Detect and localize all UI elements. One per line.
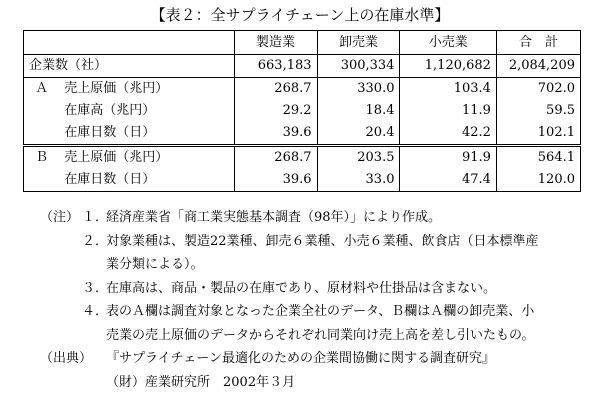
table-cell: 20.4 [317,122,400,145]
note-spacer [40,277,82,301]
table-cell: 330.0 [317,78,400,101]
note-number: ３． [82,280,109,296]
row-label: 売上原価（兆円） [59,78,234,101]
table-cell: 120.0 [496,169,580,192]
notes-section [40,206,590,394]
table-cell: 663,183 [234,55,317,78]
table-cell: 39.6 [234,169,317,192]
group-b-label: Ｂ [24,147,60,192]
table-cell: 103.4 [400,78,496,101]
source-item [40,347,590,371]
table-cell: 203.5 [317,147,400,170]
source-publisher: （財）産業研究所 2002年３月 [106,374,296,390]
table-cell: 59.5 [496,100,580,122]
note-number: ２． [82,233,109,249]
table-row [24,100,581,122]
column-header-wholesale: 卸売業 [317,31,400,55]
table-cell: 300,334 [317,55,400,78]
source-title: 『サプライチェーン最適化のための企業間協働に関する調査研究』 [106,351,495,366]
column-header-retail: 小売業 [400,31,496,55]
note-text: 対象業種は、製造22業種、卸売６業種、小売６業種、飲食店（日本標準産 [106,233,539,249]
column-header-total: 合 計 [496,31,580,55]
note-text-continuation: 業分類による）。 [106,257,204,272]
note-spacer [40,300,82,324]
row-label: 売上原価（兆円） [59,147,234,170]
inventory-table [23,30,581,192]
note-text: 在庫高は、商品・製品の在庫であり、原材料や仕掛品は含まない。 [106,280,497,296]
table-cell: 47.4 [400,169,496,192]
note-number: ４． [82,304,109,319]
column-header-manufacturing: 製造業 [234,31,317,55]
note-number: １． [82,210,109,225]
table-cell: 564.1 [496,147,580,170]
note-item [40,206,590,230]
note-spacer [40,230,82,254]
table-row [24,147,581,170]
table-cell: 39.6 [234,122,317,145]
group-a-label: Ａ [24,78,60,145]
note-item [40,230,590,254]
note-text-continuation: 売業の売上原価のデータからそれぞれ同業向け売上高を差し引いたもの。 [106,327,535,343]
table-cell: 268.7 [234,78,317,101]
table-cell: 2,084,209 [496,55,580,78]
note-item [40,300,590,324]
notes-heading: （注） [40,210,80,225]
note-text: 表のＡ欄は調査対象となった企業全社のデータ、Ｂ欄はＡ欄の卸売業、小 [106,304,535,319]
table-cell: 102.1 [496,122,580,145]
table-cell: 702.0 [496,78,580,101]
note-text: 経済産業省「商工業実態基本調査（98年）」により作成。 [106,210,442,225]
table-cell: 33.0 [317,169,400,192]
table-header-row [24,31,581,55]
table-cell: 42.2 [400,122,496,145]
table-cell: 91.9 [400,147,496,170]
table-cell: 268.7 [234,147,317,170]
table-cell: 1,120,682 [400,55,496,78]
table-cell: 29.2 [234,100,317,122]
source-heading: （出典） [40,351,93,366]
company-count-row [24,55,581,78]
table-cell: 18.4 [317,100,400,122]
row-label: 在庫日数（日） [59,169,234,192]
table-row [24,78,581,101]
row-label: 在庫日数（日） [59,122,234,145]
company-count-label: 企業数（社） [24,55,235,78]
table-row [24,122,581,145]
header-blank-group [24,31,60,55]
table-cell: 11.9 [400,100,496,122]
table-title: 【表２：全サプライチェーン上の在庫水準】 [150,6,450,24]
row-label: 在庫高（兆円） [59,100,234,122]
header-blank-label [59,31,234,55]
table-row [24,169,581,192]
note-item [40,277,590,301]
